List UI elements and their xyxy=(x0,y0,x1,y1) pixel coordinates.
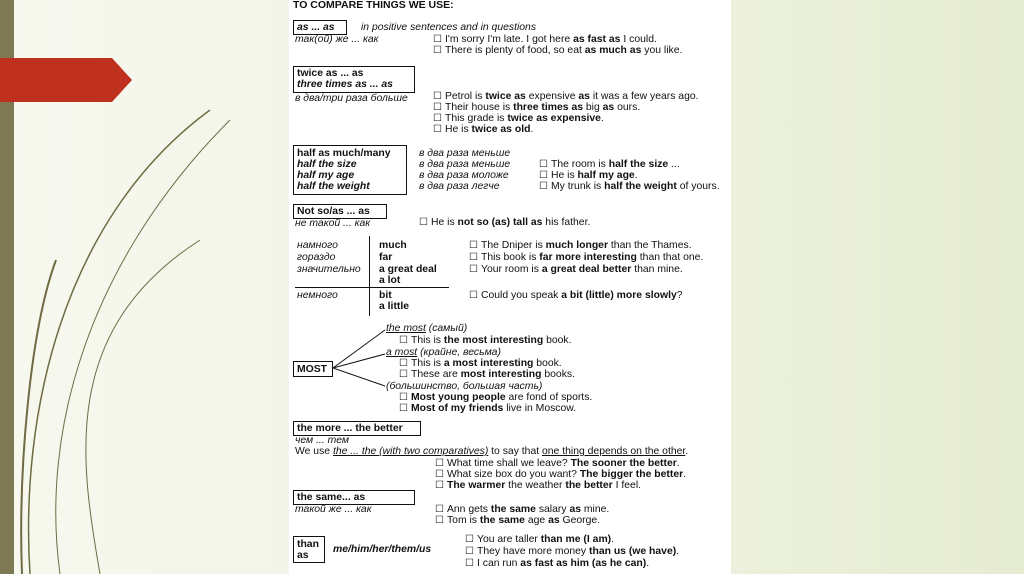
en-word: bit xyxy=(379,290,392,301)
example: ☐ There is plenty of food, so eat as much as you like. xyxy=(433,45,682,56)
most-meaning: the most (самый) xyxy=(386,323,468,334)
example: ☐ You are taller than me (I am). xyxy=(465,534,614,545)
en-word: a little xyxy=(379,301,410,312)
example: ☐ My trunk is half the weight of yours. xyxy=(539,181,720,192)
grammar-sheet xyxy=(289,0,731,574)
label-half: half the weight xyxy=(297,181,370,192)
example: ☐ This grade is twice as expensive. xyxy=(433,113,604,124)
example: ☐ The Dniper is much longer than the Thames. xyxy=(469,240,692,251)
ru-translation: в два/три раза больше xyxy=(295,93,408,104)
label-twice: twice as ... as xyxy=(297,68,364,79)
example: ☐ This is the most interesting book. xyxy=(399,335,572,346)
label-as: as xyxy=(297,550,309,561)
example: ☐ They have more money than us (we have). xyxy=(465,546,679,557)
example: ☐ What time shall we leave? The sooner the better. xyxy=(435,458,680,469)
divider xyxy=(369,236,370,316)
ru-word: гораздо xyxy=(297,252,336,263)
label-half: half my age xyxy=(297,170,355,181)
example: ☐ This book is far more interesting than that one. xyxy=(469,252,703,263)
most-meaning: a most (крайне, весьма) xyxy=(386,347,501,358)
example: ☐ He is not so (as) tall as his father. xyxy=(419,217,590,228)
ru-translation: чем ... тем xyxy=(295,435,350,446)
label-as-as: as ... as xyxy=(297,22,335,33)
example: ☐ The room is half the size ... xyxy=(539,159,680,170)
example: ☐ Ann gets the same salary as mine. xyxy=(435,504,609,515)
example: ☐ He is half my age. xyxy=(539,170,638,181)
example: ☐ These are most interesting books. xyxy=(399,369,575,380)
ru-translation: в два раза легче xyxy=(419,181,500,192)
most-meaning: (большинство, большая часть) xyxy=(386,381,543,392)
example: ☐ Their house is three times as big as ours. xyxy=(433,102,640,113)
label-not-so: Not so/as ... as xyxy=(297,206,370,217)
ru-translation: так(ой) же ... как xyxy=(295,34,379,45)
label-half: half as much/many xyxy=(297,148,391,159)
en-word: much xyxy=(379,240,407,251)
example: ☐ The warmer the weather the better I feel. xyxy=(435,480,641,491)
page-title: TO COMPARE THINGS WE USE: xyxy=(293,0,454,11)
example: ☐ I can run as fast as him (as he can). xyxy=(465,558,649,569)
label-half: half the size xyxy=(297,159,357,170)
en-word: a great deal xyxy=(379,264,437,275)
example: ☐ He is twice as old. xyxy=(433,124,533,135)
rule-text: We use the ... the (with two comparatives) to say that one thing depends on the other. xyxy=(295,446,689,457)
label-three-times: three times as ... as xyxy=(297,79,393,90)
en-word: a lot xyxy=(379,275,401,286)
pronouns: me/him/her/them/us xyxy=(333,544,432,555)
ru-translation: в два раза меньше xyxy=(419,148,511,159)
example: ☐ What size box do you want? The bigger the better. xyxy=(435,469,686,480)
label-than: than xyxy=(297,539,319,550)
red-arrow-tab xyxy=(0,58,132,102)
label-the-more: the more ... the better xyxy=(297,423,403,434)
label-most: MOST xyxy=(297,364,328,375)
label-the-same: the same... as xyxy=(297,492,366,503)
example: ☐ Your room is a great deal better than mine. xyxy=(469,264,683,275)
example: ☐ This is a most interesting book. xyxy=(399,358,562,369)
ru-translation: в два раза моложе xyxy=(419,170,509,181)
note: in positive sentences and in questions xyxy=(361,22,537,33)
example: ☐ Petrol is twice as expensive as it was a few years ago. xyxy=(433,91,699,102)
example: ☐ Tom is the same age as George. xyxy=(435,515,600,526)
ru-word: намного xyxy=(297,240,338,251)
example: ☐ Most young people are fond of sports. xyxy=(399,392,592,403)
en-word: far xyxy=(379,252,393,263)
divider xyxy=(295,287,449,288)
branch-lines xyxy=(333,326,393,390)
example: ☐ Most of my friends live in Moscow. xyxy=(399,403,576,414)
ru-word: значительно xyxy=(297,264,361,275)
ru-translation: такой же ... как xyxy=(295,504,372,515)
ru-translation: в два раза меньше xyxy=(419,159,511,170)
example: ☐ Could you speak a bit (little) more slowly? xyxy=(469,290,683,301)
ru-translation: не такой ... как xyxy=(295,218,371,229)
example: ☐ I'm sorry I'm late. I got here as fast as I could. xyxy=(433,34,657,45)
ru-word: немного xyxy=(297,290,338,301)
